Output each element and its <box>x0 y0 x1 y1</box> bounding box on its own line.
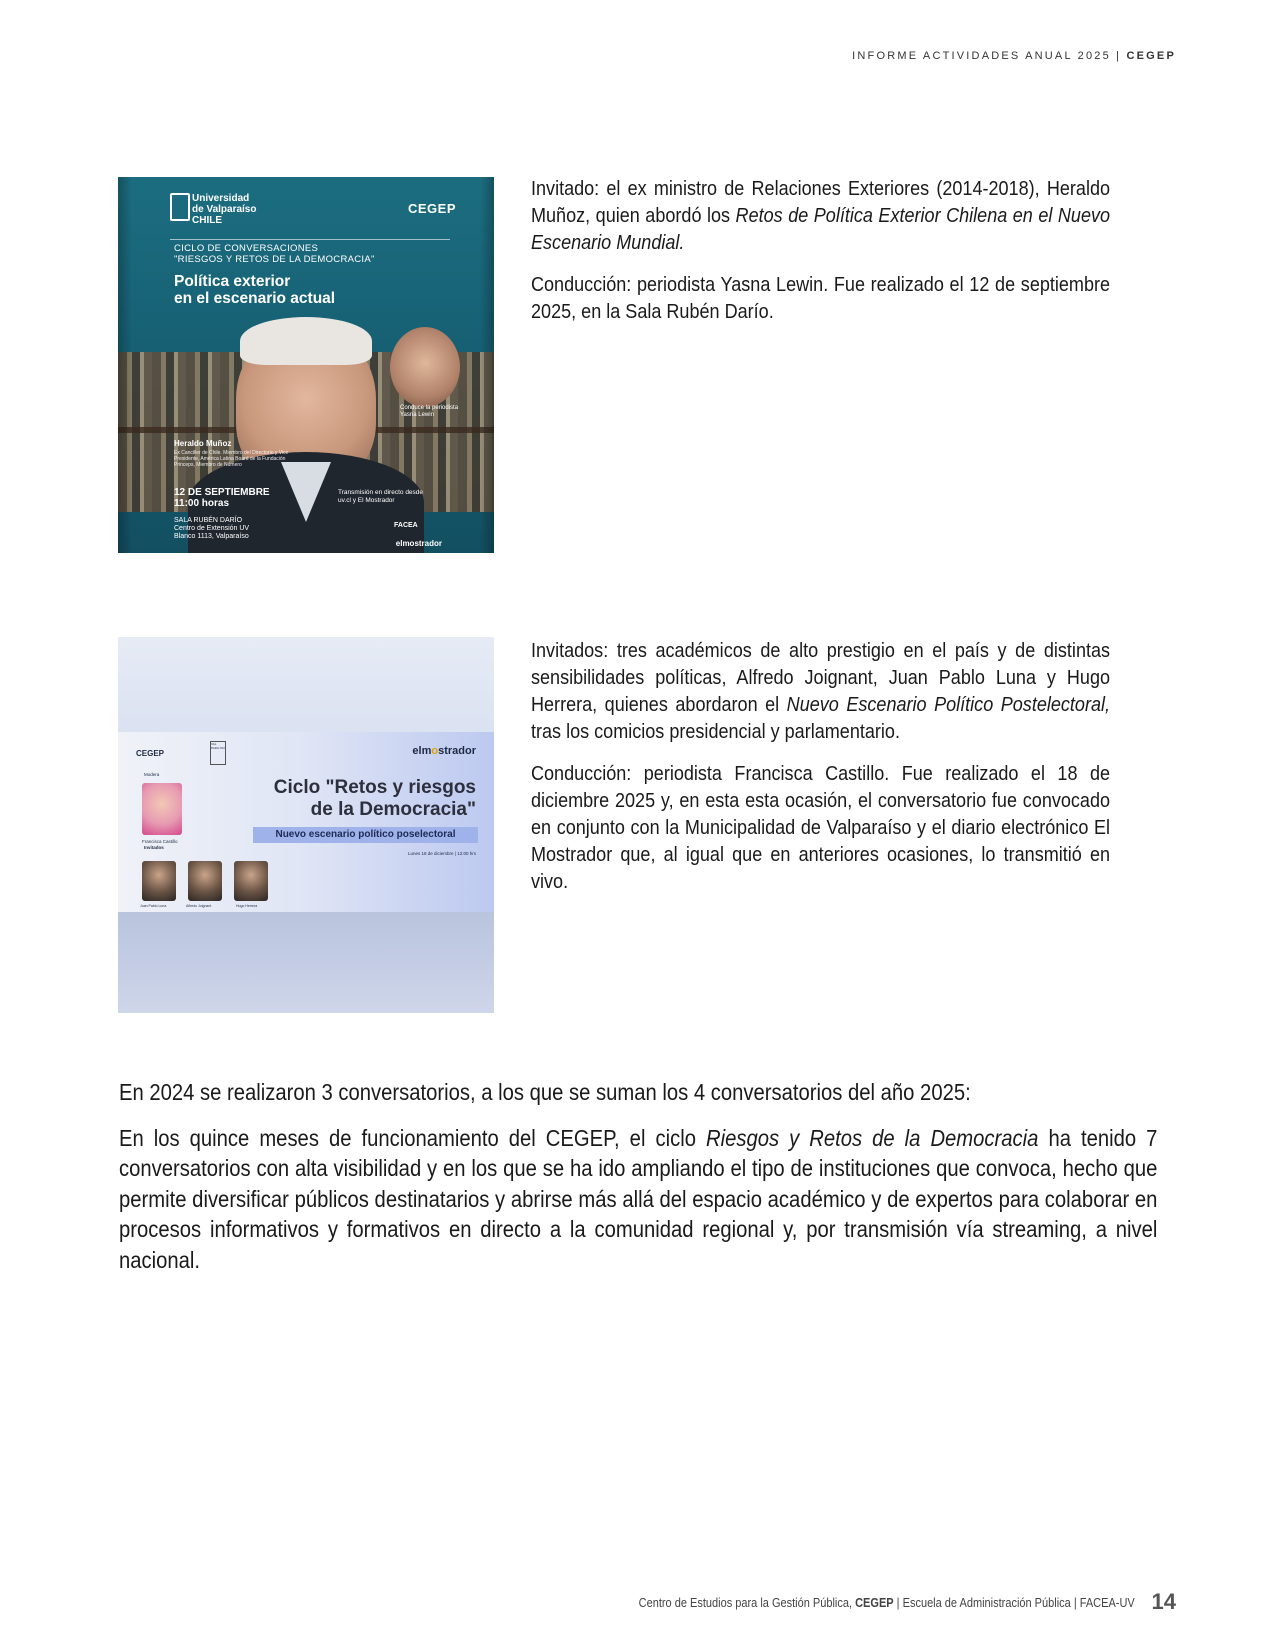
moderator-label: Modera <box>144 772 160 777</box>
event1-guest-paragraph <box>531 175 1110 256</box>
cegep-logo: CEGEP <box>407 201 456 216</box>
transmission-line-1: Transmisión en directo desde <box>338 489 424 496</box>
footer-school: Escuela de Administración Pública <box>902 1596 1072 1610</box>
transmission-note <box>338 489 423 505</box>
footer-facea: FACEA-UV <box>1079 1596 1135 1610</box>
poster-date: Lunes 18 de diciembre | 12:00 hrs <box>408 851 476 856</box>
summary-cycle-tail: ha tenido 7 conversatorios con alta visibilidad y en los que se ha ido ampliando el tipo de instituciones que convoca, hecho que permite diversificar públicos destinatarios y abrirse más allá del espacio académico y de expertos para colaborar en procesos informativos y formativos en directo a la comunidad regional y, por transmisión vía streaming, a nivel nacional. <box>119 1124 1158 1273</box>
poster-edge-shade <box>118 177 132 553</box>
event1-moderation-paragraph: Conducción: periodista Yasna Lewin. Fue realizado el 12 de septiembre 2025, en la Sala Rubén Darío. <box>531 273 1111 323</box>
poster-shadow <box>118 912 494 1013</box>
cycle-name: Riesgos y Retos de la Democracia <box>705 1124 1039 1151</box>
poster-title <box>174 273 335 307</box>
mostrador-text-a: elm <box>412 745 432 757</box>
venue-line-1: SALA RUBÉN DARÍO <box>174 517 243 524</box>
guest-bio: Ex Canciller de Chile. Miembro del Directorio y Vice Presidente, América Latina Board de la Fundación Princeps, Miembro de Número <box>174 450 289 468</box>
summary-section <box>119 1077 1157 1275</box>
footer-sep: | <box>1071 1596 1080 1610</box>
venue-line-2: Centro de Extensión UV <box>174 525 250 532</box>
event2-description <box>531 637 1110 895</box>
summary-count-paragraph: En 2024 se realizaron 3 conversatorios, a los que se suman los 4 conversatorios del año 2025: <box>119 1079 971 1105</box>
cegep-logo: CEGEP <box>136 749 165 758</box>
event-date-line-2: 11:00 horas <box>174 498 230 509</box>
header-report-title: INFORME ACTIVIDADES ANUAL 2025 <box>852 50 1111 62</box>
cycle-line-2: "RIESGOS Y RETOS DE LA DEMOCRACIA" <box>174 254 375 265</box>
event2-guests-text: Invitados: tres académicos de alto prestigio en el país y de distintas sensibilidades políticas, Alfredo Joignant, Juan Pablo Luna y Hugo Herrera, quienes abordaron el <box>531 639 1111 716</box>
cycle-line-1: CICLO DE CONVERSACIONES <box>174 243 319 254</box>
cycle-label <box>174 243 375 265</box>
venue-line-3: Blanco 1113, Valparaíso <box>174 533 249 540</box>
elmostrador-logo <box>412 745 476 757</box>
header-brand: CEGEP <box>1126 50 1176 62</box>
event-poster-retos-democracia <box>118 637 494 1013</box>
event1-topic: Retos de Política Exterior Chilena en el Nuevo Escenario Mundial. <box>531 204 1111 254</box>
guest-portrait <box>234 861 268 901</box>
poster-title-line-2: en el escenario actual <box>174 290 336 307</box>
mostrador-text-b: strador <box>438 745 476 757</box>
poster-title <box>246 777 476 821</box>
guests-label: Invitados <box>144 845 164 850</box>
poster-subtitle: Nuevo escenario político poselectoral <box>253 827 478 843</box>
footer-cegep: CEGEP <box>855 1596 894 1610</box>
poster-title-line-2: de la Democracia" <box>310 799 476 820</box>
poster-edge-shade <box>480 177 494 553</box>
guest-portrait <box>188 861 222 901</box>
university-crest-icon <box>170 193 190 221</box>
event1-guest-text: Invitado: el ex ministro de Relaciones Exteriores (2014-2018), Heraldo Muñoz, quien abordó los <box>531 177 1111 227</box>
moderator-caption: Conduce la periodista Yasna Lewin <box>400 405 459 418</box>
event-date-line-1: 12 DE SEPTIEMBRE <box>174 487 270 498</box>
valparaiso-logo: VAL PARA ISO <box>210 741 226 765</box>
event1-description <box>531 175 1110 325</box>
header-separator: | <box>1110 50 1127 62</box>
university-logo-text: Universidad de Valparaíso CHILE <box>192 193 257 226</box>
transmission-line-2: uv.cl y El Mostrador <box>338 497 395 504</box>
elmostrador-logo: elmostrador <box>395 539 442 548</box>
event-venue <box>174 517 249 541</box>
guest-portrait <box>142 861 176 901</box>
moderator-name: Francisca Castillo <box>142 839 178 844</box>
footer-sep: | <box>893 1596 903 1610</box>
event-date <box>174 487 270 509</box>
event-poster-politica-exterior <box>118 177 494 553</box>
event2-guests-paragraph <box>531 637 1110 745</box>
guest-hair <box>240 317 372 365</box>
page-number: 14 <box>1151 1589 1176 1614</box>
guest-caption: Alfredo Joignant <box>186 904 212 908</box>
moderator-portrait <box>390 327 460 407</box>
facea-logo: FACEA <box>394 522 418 529</box>
poster-title-line-1: Política exterior <box>174 273 291 290</box>
event2-guests-tail: tras los comicios presidencial y parlamentario. <box>531 720 900 743</box>
guest-caption: Juan Pablo Luna <box>140 904 167 908</box>
footer-center: Centro de Estudios para la Gestión Pública, <box>638 1596 856 1610</box>
guest-caption: Hugo Herrera <box>236 904 258 908</box>
event2-moderation-paragraph: Conducción: periodista Francisca Castillo. Fue realizado el 18 de diciembre 2025 y, en esta esta ocasión, el conversatorio fue convocado en conjunto con la Municipalidad de Valparaíso y el diario electrónico El Mostrador que, al igual que en anteriores ocasiones, lo transmitió en vivo. <box>531 762 1111 893</box>
event2-topic: Nuevo Escenario Político Postelectoral, <box>786 693 1111 716</box>
summary-cycle-text: En los quince meses de funcionamiento del CEGEP, el ciclo <box>119 1124 706 1151</box>
guest-name: Heraldo Muñoz <box>174 439 232 448</box>
page-footer <box>639 1596 1135 1610</box>
mostrador-text-o: o <box>431 745 439 757</box>
running-header <box>852 50 1176 62</box>
summary-cycle-paragraph <box>119 1123 1157 1276</box>
moderator-portrait <box>142 783 182 835</box>
poster-title-line-1: Ciclo "Retos y riesgos <box>273 777 476 798</box>
